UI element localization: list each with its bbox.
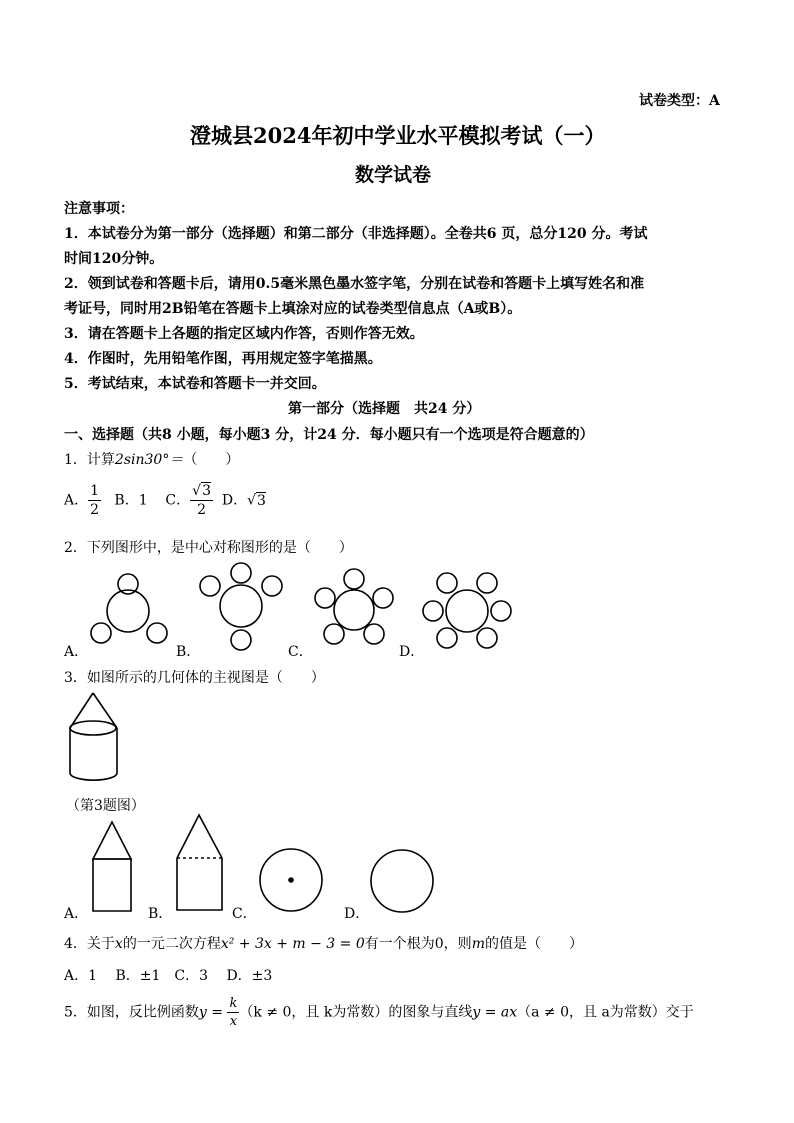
q4-options: A．1 B．±1 C．3 D．±3 bbox=[64, 968, 273, 984]
q1-option-a-label: A． bbox=[64, 492, 89, 509]
q4-equation: x² + 3x + m − 3 = 0 bbox=[220, 936, 365, 952]
paper-type-label: 试卷类型：A bbox=[639, 93, 720, 109]
note-4: 4．作图时，先用铅笔作图，再用规定签字笔描黑。 bbox=[64, 351, 382, 367]
q2-stem: 2．下列图形中，是中心对称图形的是（ ） bbox=[64, 540, 353, 556]
exam-subtitle: 数学试卷 bbox=[355, 164, 432, 186]
q1-option-d-radicand: 3 bbox=[257, 492, 266, 509]
q4-stem bbox=[64, 933, 583, 953]
q1-option-c-numerator: √3 bbox=[192, 483, 211, 499]
note-2-line-2: 考证号，同时用2B铅笔在答题卡上填涂对应的试卷类型信息点（A或B）。 bbox=[64, 301, 522, 317]
q3-label-c: C． bbox=[232, 906, 257, 922]
note-2-line-1: 2．领到试卷和答题卡后，请用0.5毫米黑色墨水签字笔，分别在试卷和答题卡上填写姓名和准 bbox=[64, 276, 645, 292]
notes-heading: 注意事项： bbox=[64, 201, 134, 217]
q1-stem-prefix: 1．计算 bbox=[64, 452, 115, 468]
part1-heading: 第一部分（选择题 共24 分） bbox=[288, 401, 481, 417]
q5-fraction-numerator: k bbox=[229, 996, 238, 1011]
q3-solid-figure bbox=[70, 693, 117, 780]
q3-option-d-figure bbox=[371, 850, 433, 912]
q5-condition-2: （a ≠ 0，且 a为常数）交于 bbox=[517, 1004, 694, 1021]
q3-label-d: D． bbox=[344, 906, 370, 922]
q2-label-b: B． bbox=[176, 644, 201, 660]
q4-mid: 的一元二次方程 bbox=[122, 936, 221, 952]
q5-line-eq: y = ax bbox=[472, 1004, 518, 1021]
q5-fraction-denominator: x bbox=[229, 1014, 238, 1029]
q5-stem bbox=[64, 997, 694, 1028]
q1-option-a-denominator: 2 bbox=[90, 502, 100, 518]
q4-mid2: 有一个根为0，则 bbox=[364, 936, 472, 952]
q3-option-a-figure bbox=[93, 822, 131, 911]
q3-label-a: A． bbox=[64, 906, 89, 922]
q2-label-a: A． bbox=[64, 644, 89, 660]
q4-var-x: x bbox=[114, 936, 123, 952]
q1-stem-suffix: （ ） bbox=[183, 452, 240, 468]
q3-figure-caption: （第3题图） bbox=[66, 798, 145, 814]
q1-option-b: B．1 bbox=[114, 492, 148, 509]
q5-fraction bbox=[227, 997, 239, 1028]
q5-y-eq: y = bbox=[198, 1004, 224, 1021]
q3-label-b: B． bbox=[148, 906, 173, 922]
section-1-heading: 一、选择题（共8 小题，每小题3 分，计24 分．每小题只有一个选项是符合题意的） bbox=[64, 427, 594, 443]
q3-option-b-figure bbox=[177, 815, 222, 910]
q1-options: A． $\frac{1}{2}$ B．1 C． $\frac{√3}{2}$ D．√3 bbox=[64, 483, 266, 518]
q5-prefix: 5．如图，反比例函数 bbox=[64, 1004, 199, 1021]
q3-stem: 3．如图所示的几何体的主视图是（ ） bbox=[64, 670, 325, 686]
q4-prefix: 4．关于 bbox=[64, 936, 115, 952]
q1-option-c-label: C． bbox=[165, 492, 191, 509]
note-1-line-2: 时间120分钟。 bbox=[64, 251, 164, 267]
exam-title: 澄城县2024年初中学业水平模拟考试（一） bbox=[190, 123, 606, 148]
q1-option-d-label: D． bbox=[221, 492, 248, 509]
note-5: 5．考试结束，本试卷和答题卡一并交回。 bbox=[64, 376, 326, 392]
q1-option-c-denominator: 2 bbox=[197, 502, 207, 518]
q2-label-d: D． bbox=[399, 644, 425, 660]
q4-var-m: m bbox=[471, 936, 485, 952]
q1-option-c-radicand: 3 bbox=[202, 483, 211, 499]
note-1-line-1: 1．本试卷分为第一部分（选择题）和第二部分（非选择题）。全卷共6 页，总分120 分。考试 bbox=[64, 226, 648, 242]
q5-condition-1: （k ≠ 0，且 k为常数）的图象与直线 bbox=[239, 1004, 473, 1021]
q1-option-a-numerator: 1 bbox=[90, 483, 100, 499]
note-3: 3．请在答题卡上各题的指定区域内作答，否则作答无效。 bbox=[64, 326, 424, 342]
q2-label-c: C． bbox=[288, 644, 313, 660]
q1-expression: 2sin30°＝ bbox=[114, 452, 184, 468]
q4-suffix: 的值是（ ） bbox=[484, 936, 583, 952]
q3-option-c-figure bbox=[260, 849, 322, 911]
